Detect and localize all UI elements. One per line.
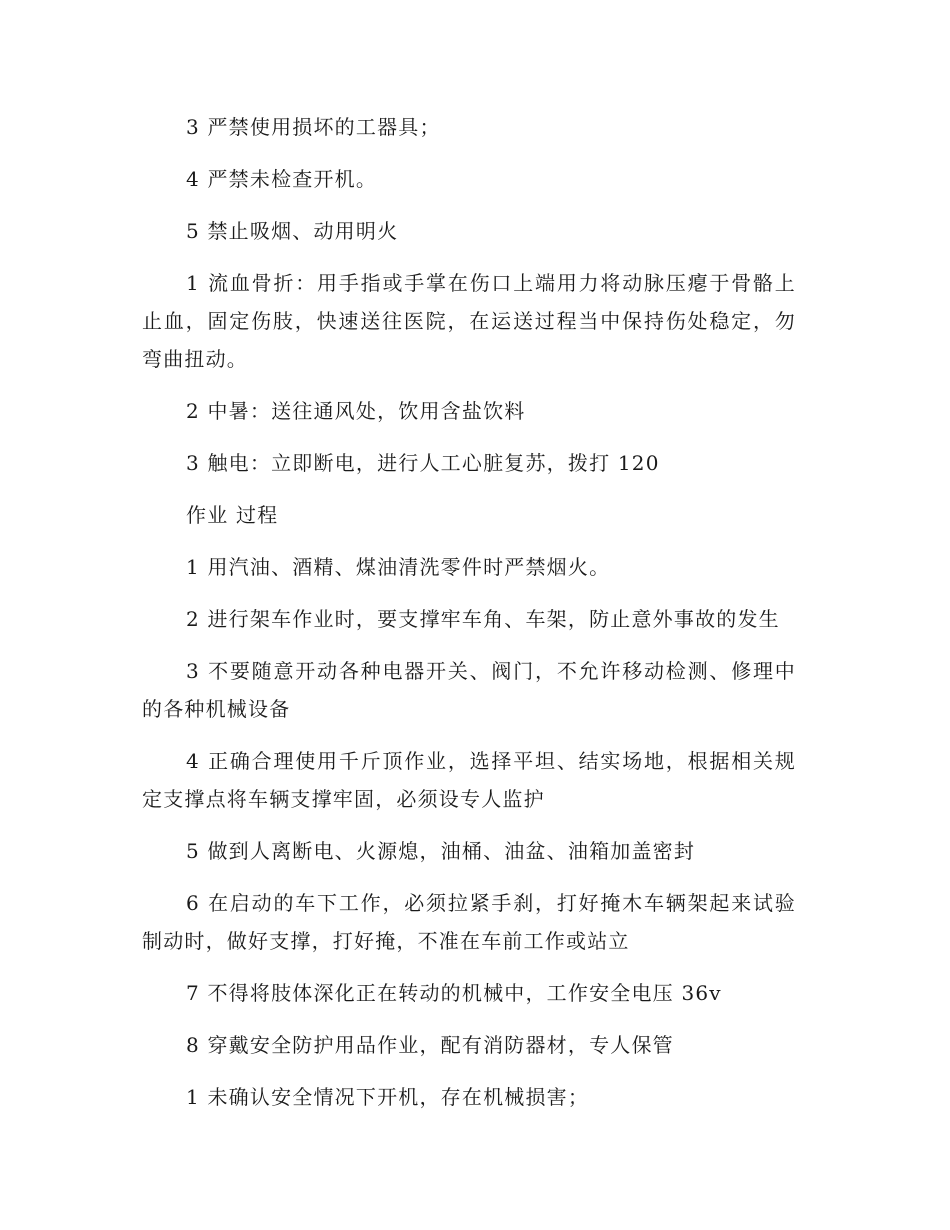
paragraph: 4 严禁未检查开机。 (186, 167, 378, 191)
paragraph: 3 不要随意开动各种电器开关、阀门，不允许移动检测、修理中的各种机械设备 (142, 659, 796, 721)
document-body (142, 108, 796, 1130)
paragraph: 3 严禁使用损坏的工器具； (186, 115, 441, 139)
paragraph: 6 在启动的车下工作，必须拉紧手刹，打好掩木车辆架起来试验制动时，做好支撑，打好掩，不准在车前工作或站立 (142, 891, 796, 953)
paragraph: 4 正确合理使用千斤顶作业，选择平坦、结实场地，根据相关规定支撑点将车辆支撑牢固，必须设专人监护 (142, 749, 796, 811)
paragraph: 3 触电：立即断电，进行人工心脏复苏，拨打 120 (186, 451, 660, 475)
paragraph: 2 进行架车作业时，要支撑牢车角、车架，防止意外事故的发生 (186, 607, 780, 631)
paragraph: 5 禁止吸烟、动用明火 (186, 219, 399, 243)
paragraph: 1 用汽油、酒精、煤油清洗零件时严禁烟火。 (186, 555, 611, 579)
paragraph: 7 不得将肢体深化正在转动的机械中，工作安全电压 36v (186, 981, 722, 1005)
section-heading: 作业 过程 (186, 503, 279, 527)
paragraph: 5 做到人离断电、火源熄，油桶、油盆、油箱加盖密封 (186, 839, 696, 863)
paragraph: 1 未确认安全情况下开机，存在机械损害； (186, 1085, 590, 1109)
paragraph: 1 流血骨折：用手指或手掌在伤口上端用力将动脉压瘪于骨骼上止血，固定伤肢，快速送往医院，在运送过程当中保持伤处稳定，勿弯曲扭动。 (142, 271, 796, 371)
paragraph: 8 穿戴安全防护用品作业，配有消防器材，专人保管 (186, 1033, 674, 1057)
paragraph: 2 中暑：送往通风处，饮用含盐饮料 (186, 399, 526, 423)
